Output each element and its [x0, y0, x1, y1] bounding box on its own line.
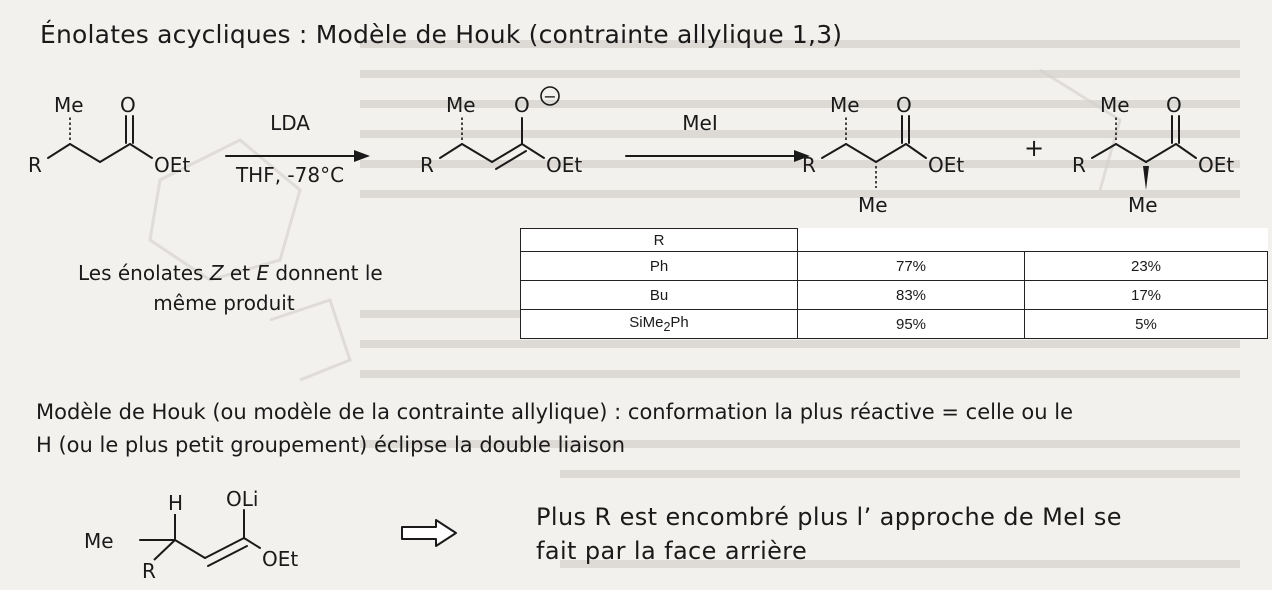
z-label: Z: [209, 261, 224, 285]
enolate-r-label: R: [420, 153, 434, 177]
reagent-lda-label: LDA: [270, 111, 310, 135]
table-cell-minor: 5%: [1025, 310, 1268, 339]
conformer-r-label: R: [142, 559, 156, 583]
minor-oet-label: OEt: [1198, 153, 1235, 177]
table-cell-minor: 17%: [1025, 281, 1268, 310]
major-r-label: R: [802, 153, 816, 177]
model-line-1: Modèle de Houk (ou modèle de la contrainte allylique) : conformation la plus réactive = celle ou le: [36, 400, 1073, 424]
enolate-oet-label: OEt: [546, 153, 583, 177]
table-row: [521, 252, 1268, 281]
enolate-note-line-2: même produit: [153, 291, 295, 315]
minor-r-label: R: [1072, 153, 1086, 177]
reagent-mei-label: MeI: [682, 111, 718, 135]
table-cell-r: Ph: [521, 252, 798, 281]
reagent-thf-label: THF, -78°C: [235, 163, 345, 187]
minor-me-top-label: Me: [1100, 93, 1130, 117]
major-me-bottom-label: Me: [858, 193, 888, 217]
major-me-top-label: Me: [830, 93, 860, 117]
sm-me-label: Me: [54, 93, 84, 117]
plus-sign: +: [1023, 134, 1045, 162]
sm-oet-label: OEt: [154, 153, 191, 177]
table-cell-major: 83%: [798, 281, 1025, 310]
conformer-oli-label: OLi: [226, 487, 259, 511]
enolate-note: [78, 258, 383, 318]
e-label: E: [256, 261, 270, 285]
conformer-h-label: H: [168, 491, 184, 515]
negative-charge-sign: −: [543, 87, 557, 106]
conclusion-line-1: Plus R est encombré plus l’ approche de MeI se: [536, 503, 1122, 531]
enolate-note-line-1: Les énolates Z et E donnent le: [78, 261, 383, 285]
page-title: Énolates acycliques : Modèle de Houk (contrainte allylique 1,3): [40, 20, 843, 49]
minor-me-bottom-label: Me: [1128, 193, 1158, 217]
model-line-2: H (ou le plus petit groupement) éclipse la double liaison: [36, 433, 626, 457]
conclusion-text: [536, 500, 1122, 568]
enolate-o-label: O: [514, 93, 530, 117]
table-header-row: [521, 229, 1268, 252]
sm-o-label: O: [120, 93, 136, 117]
houk-model-statement: [36, 396, 1256, 462]
table-cell-r: Bu: [521, 281, 798, 310]
table-cell-major: 95%: [798, 310, 1025, 339]
table-cell-r: SiMe$_2$Ph: [521, 310, 798, 339]
implies-arrow-icon: [400, 518, 458, 548]
major-o-label: O: [896, 93, 912, 117]
table-cell-major: 77%: [798, 252, 1025, 281]
table-row: [521, 281, 1268, 310]
table-header-r: R: [521, 229, 798, 252]
table-cell-minor: 23%: [1025, 252, 1268, 281]
yield-table: [520, 228, 1268, 339]
major-oet-label: OEt: [928, 153, 965, 177]
minor-o-label: O: [1166, 93, 1182, 117]
conformer-oet-label: OEt: [262, 547, 299, 571]
sm-r-label: R: [28, 153, 42, 177]
table-row: [521, 310, 1268, 339]
enolate-me-label: Me: [446, 93, 476, 117]
conclusion-line-2: fait par la face arrière: [536, 537, 808, 565]
conformer-me-label: Me: [84, 529, 114, 553]
